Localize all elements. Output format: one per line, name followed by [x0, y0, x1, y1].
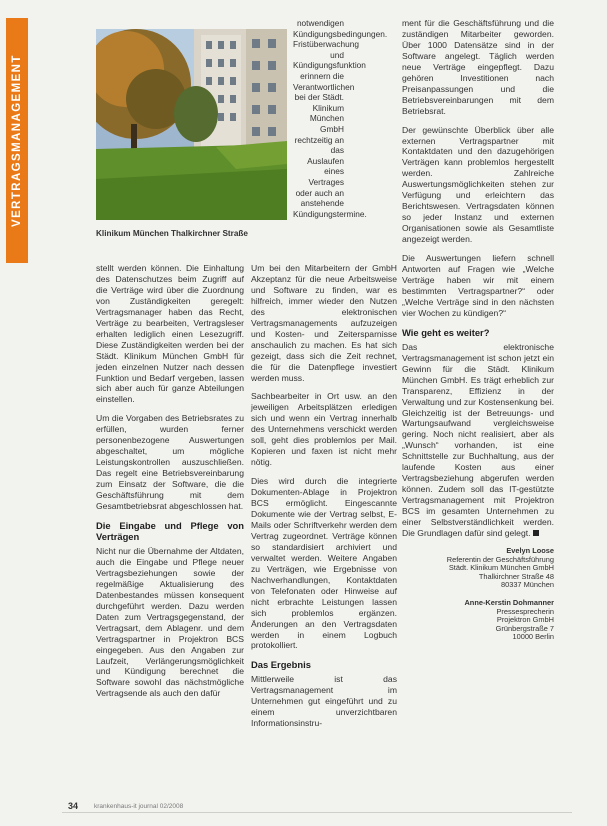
paragraph: Die Auswertungen liefern schnell Antworten auf Fragen wie „Welche Verträge haben wir mit einem bestimmten Vertragspartner?“ oder „Welche Verträge sind in den nächsten vier Wochen zu kündigen?“ [402, 253, 554, 318]
subheading: Das Ergebnis [251, 659, 311, 671]
paragraph: Mittlerweile ist das Vertragsmanagement im Unternehmen gut eingeführt und zu einem unverzichtbaren Informationsinstru- [251, 674, 397, 729]
paragraph: Dies wird durch die integrierte Dokumenten-Ablage in Projektron BCS ermöglicht. Eingescannte Dokumente wie der Vertrag selbst, E-Mails oder Schriftverkehr werden dem Vertrag zugeordnet. Verträge können so standardisiert archiviert und verwaltet werden. Weitere Angaben zu Verträgen, wie Ergebnisse von Nachverhandlungen, Kontaktdaten von Telefonaten oder Hinweise auf nicht erbrachte Leistungen lassen sich problemlos ergänzen. Änderungen an den Vertragsdaten werden in einem Logbuch protokolliert. [251, 476, 397, 651]
author-city: 10000 Berlin [512, 632, 554, 642]
author-city: 80337 München [500, 580, 554, 590]
author-signature [402, 547, 554, 590]
author-street: Grünbergstraße 7 [495, 623, 554, 633]
column-1 [96, 263, 244, 707]
author-name: Anne-Kerstin Dohmanner [464, 597, 554, 607]
author-signature [402, 599, 554, 642]
photo-caption: Klinikum München Thalkirchner Straße [96, 229, 248, 238]
hospital-photo [96, 29, 287, 220]
author-role: Pressesprecherin [496, 606, 554, 616]
subheading: Wie geht es weiter? [402, 326, 490, 338]
author-street: Thalkirchner Straße 48 [478, 571, 554, 581]
paragraph: Sachbearbeiter in Ort usw. an den jeweiligen Arbeitsplätzen erledigen sich und wenn ein Vertrag innerhalb des Unternehmens verschickt werden soll, geht dies problemlos per Mail. Kopieren und faxen ist nicht mehr nötig. [251, 391, 397, 468]
page-number: 34 [68, 801, 79, 811]
paragraph: Um die Vorgaben des Betriebsrates zu erfüllen, wurden ferner personenbezogene Auswertungen abgeschaltet, um mögliche Leistungskontrollen auszuschließen. Das regelt eine Betriebsvereinbarung zum Einsatz der Software, die die Geschäftsführung mit dem Gesamtbetriebsrat abgeschlossen hat. [96, 413, 244, 512]
column-3 [402, 18, 554, 651]
subheading: Die Eingabe und Pflege von Verträgen [96, 519, 244, 542]
paragraph: Um bei den Mitarbeitern der GmbH Akzeptanz für die neue Arbeitsweise und Software zu finden, war es hilfreich, immer wieder den Nutzen des elektronischen Vertragsmanagements aufzuzeigen und Kosten- und Zeitersparnisse anschaulich zu machen. Es hat sich gezeigt, dass sich die Zeit rechnet, die für die Datenpflege investiert werden muss. [251, 263, 397, 383]
column-2 [251, 263, 397, 737]
paragraph-last [402, 342, 554, 539]
hospital-photo-illustration [96, 29, 287, 220]
paragraph: ment für die Geschäftsführung und die zuständigen Mitarbeiter geworden. Über 1000 Datensätze sind in der Software angelegt. Täglich werden neue Verträge eingepflegt. Dazu gehören Investitionen nach Preisanpassungen und die Betriebsvereinbarungen mit dem Betriebsrat. [402, 18, 554, 116]
author-role: Referentin der Geschäftsführung [446, 554, 554, 564]
author-name: Evelyn Loose [506, 545, 554, 555]
paragraph: Der gewünschte Überblick über alle externen Vertragspartner mit Kontaktdaten und den dazugehörigen Verträgen kann problemlos hergestellt werden. Zahlreiche Auswertungsmöglichkeiten stehen zur Verfügung und erleichtern das Berichtswesen. Vertragsdaten können so jeder Instanz und externen Organisationen sowie als Gesamtliste angezeigt werden. [402, 124, 554, 245]
column-2-top [293, 18, 388, 227]
section-label: VERTRAGSMANAGEMENT [11, 54, 23, 227]
footer-rule [62, 812, 572, 813]
paragraph-text: Das elektronische Vertragsmanagement ist schon jetzt ein Gewinn für die Städt. Klinikum München GmbH. Es trägt erheblich zur Transparenz, Effizienz in der Verwaltung und zur Kostensenkung bei. Gleichzeitig ist der Betreuungs- und Wartungsaufwand vergleichsweise gering. Noch nicht realisiert, aber als „Wunsch“ vorhanden, ist eine Schnittstelle zur Buchhaltung, aus der laufende Kosten aus einer Vertragsbeziehung abgerufen werden können. Zudem soll das IT-gestützte Vertragsmanagement mit Projektron BCS im gesamten Unternehmen zu einer Selbstverständlichkeit werden. Die Grundlagen dafür sind gelegt. [402, 341, 554, 538]
paragraph: stellt werden können. Die Einhaltung des Datenschutzes beim Zugriff auf die Verträge wird über die Zuordnung von Zuständigkeiten geregelt: Vertragsmanager haben das Recht, Verträge zu bearbeiten, Vertragsleser erhalten lediglich einen Lesezugriff. Diese Zuständigkeiten werden bei der Städt. Klinikum München GmbH für jeden einzelnen Nutzer nach dessen Funktion und Bedarf vergeben, lassen sich aber auch für ganze Abteilungen einstellen. [96, 263, 244, 405]
author-org: Projektron GmbH [496, 615, 554, 625]
paragraph: notwendigen Kündigungsbedingungen. Fristüberwachung und Kündigungsfunktion erinnern die Verantwortlichen bei der Städt. Klinikum München GmbH rechtzeitig an das Auslaufen eines Vertrages oder auch an anstehende Kündigungstermine. [293, 18, 388, 219]
author-org: Städt. Klinikum München GmbH [448, 563, 554, 573]
footer-source: krankenhaus-it journal 02/2008 [94, 803, 184, 810]
paragraph: Nicht nur die Übernahme der Altdaten, auch die Eingabe und Pflege neuer Vertragsbeziehungen sowie der regelmäßige Aktualisierung des Datenbestandes müssen konsequent durchgeführt werden. Dazu werden Daten zum Vertragsgegenstand, der Vertragsart, dem Ablagenr. und dem Vertragspartner in Projektron BCS eingegeben. Aus den Angaben zur Laufzeit, Verlängerungsmöglichkeit und Kündigung berechnet die Software sowohl das nächstmögliche Vertragsende als auch den dafür [96, 545, 244, 699]
end-mark-icon [533, 530, 539, 536]
